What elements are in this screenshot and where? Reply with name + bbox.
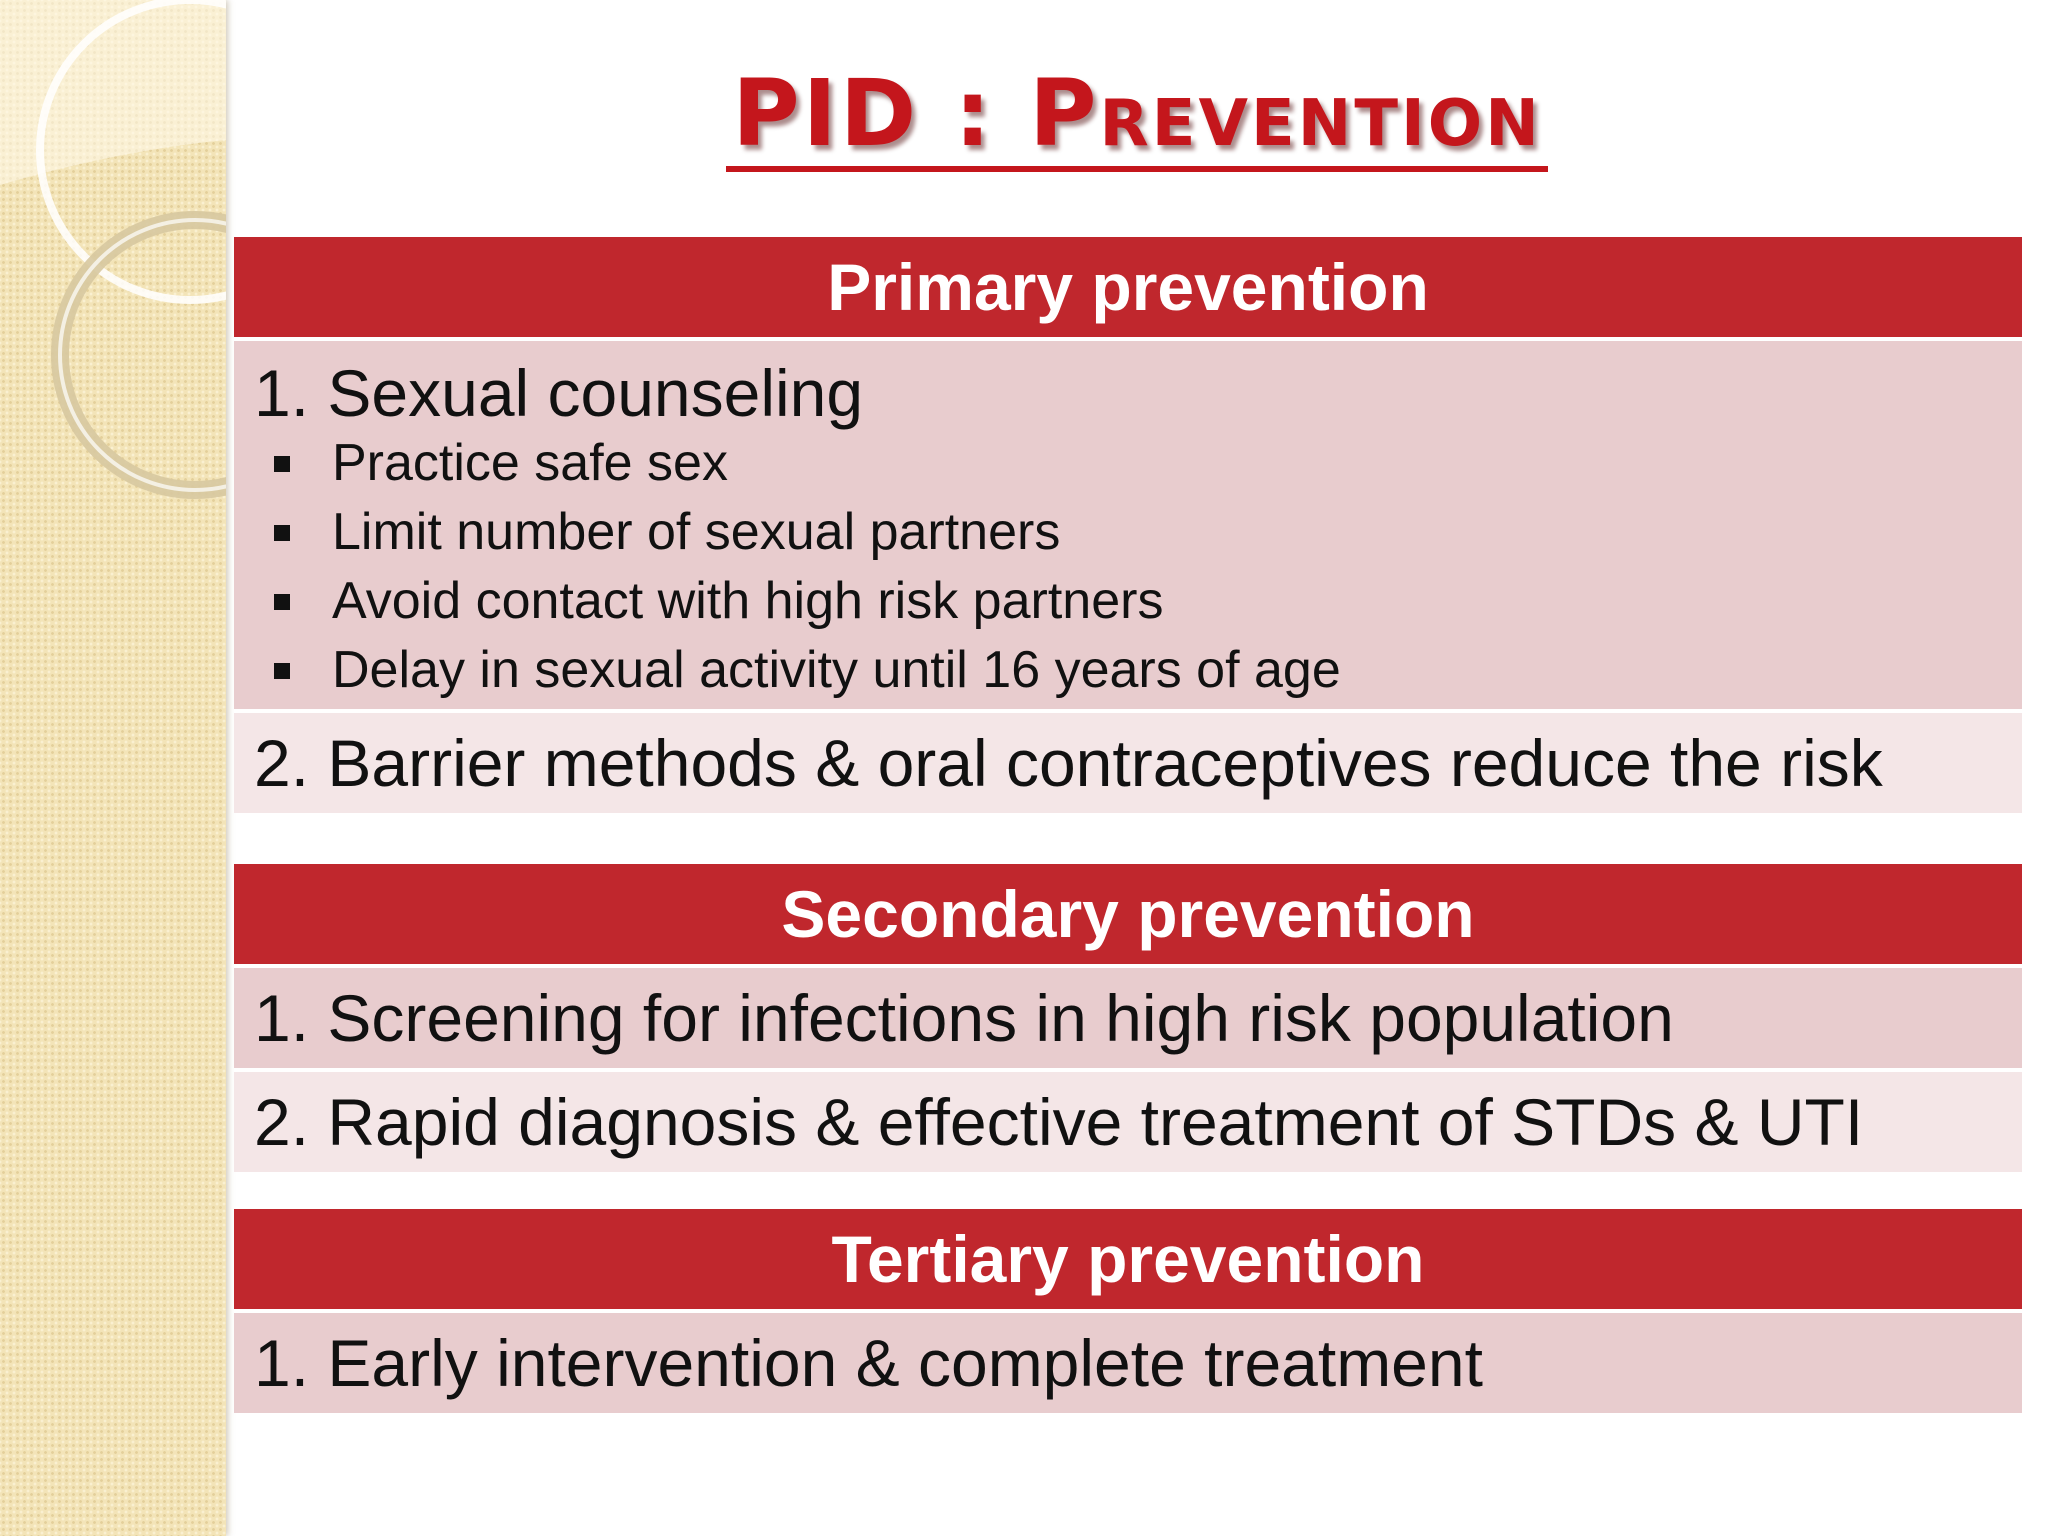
primary-prevention-header: Primary prevention — [234, 237, 2022, 337]
square-bullet-icon — [274, 456, 290, 472]
primary-item-1-text: 1. Sexual counseling — [254, 356, 864, 430]
tertiary-item-1-text: 1. Early intervention & complete treatment — [254, 1326, 1483, 1400]
square-bullet-icon — [274, 594, 290, 610]
tertiary-item-early-intervention — [234, 1309, 2022, 1413]
secondary-item-rapid-diagnosis — [234, 1068, 2022, 1172]
bullet-item — [254, 429, 2022, 498]
primary-item-2-text: 2. Barrier methods & oral contraceptives reduce the risk — [254, 726, 1883, 800]
bullet-text: Limit number of sexual partners — [332, 503, 1061, 561]
primary-item-barrier-methods — [234, 709, 2022, 813]
bullet-text: Avoid contact with high risk partners — [332, 572, 1164, 630]
secondary-prevention-header: Secondary prevention — [234, 864, 2022, 964]
secondary-item-1-text: 1. Screening for infections in high risk population — [254, 981, 1674, 1055]
slide-title-text: PID : Prevention — [726, 62, 1548, 172]
counseling-bullet-list — [254, 429, 2022, 705]
primary-prevention-table — [234, 237, 2022, 813]
bullet-item — [254, 636, 2022, 705]
secondary-item-screening — [234, 964, 2022, 1068]
secondary-item-2-text: 2. Rapid diagnosis & effective treatment of STDs & UTI — [254, 1085, 1864, 1159]
square-bullet-icon — [274, 525, 290, 541]
decorative-side-strip — [0, 0, 226, 1536]
secondary-prevention-table — [234, 864, 2022, 1172]
slide-title — [0, 62, 2048, 172]
bullet-text: Practice safe sex — [332, 434, 728, 492]
tertiary-prevention-table — [234, 1209, 2022, 1413]
tertiary-prevention-header: Tertiary prevention — [234, 1209, 2022, 1309]
bullet-item — [254, 567, 2022, 636]
bullet-text: Delay in sexual activity until 16 years of age — [332, 641, 1341, 699]
bullet-item — [254, 498, 2022, 567]
square-bullet-icon — [274, 663, 290, 679]
primary-item-sexual-counseling — [234, 337, 2022, 709]
